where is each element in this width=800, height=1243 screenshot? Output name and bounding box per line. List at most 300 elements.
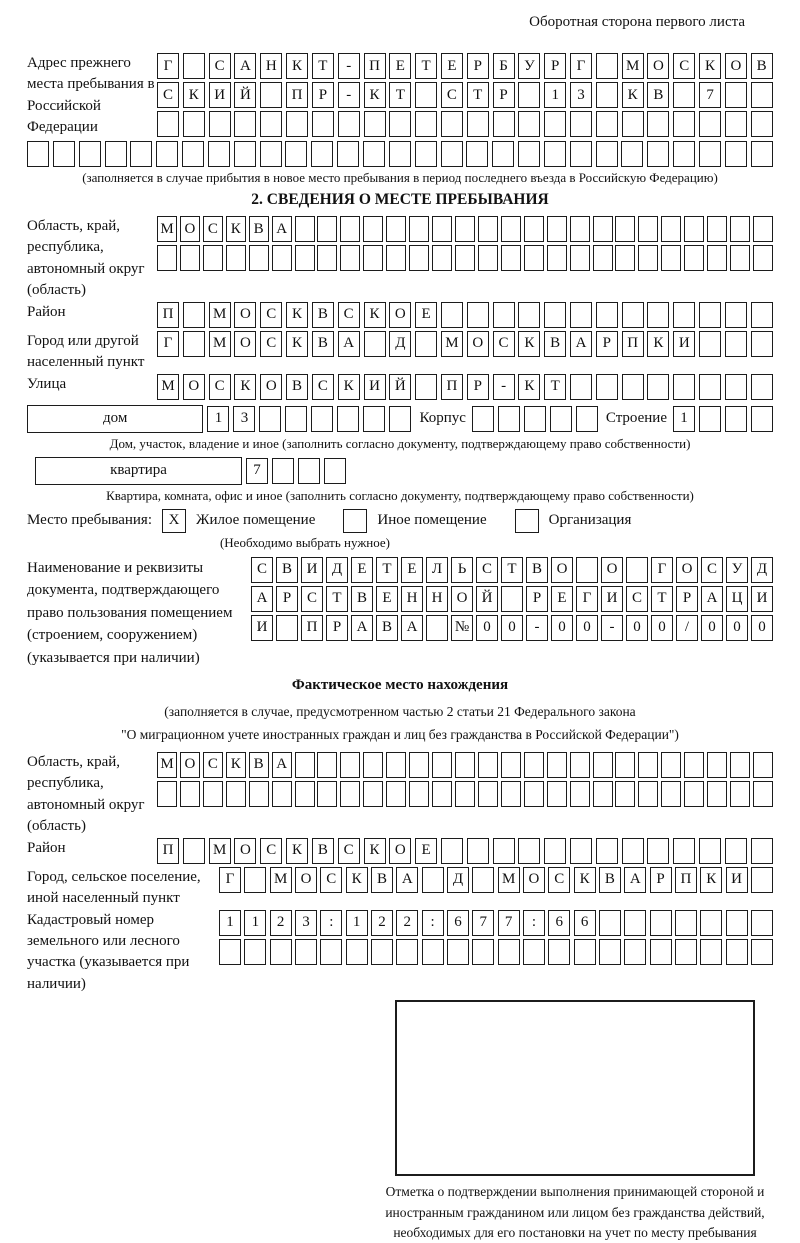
char-cell[interactable]	[501, 752, 521, 778]
char-cell[interactable]: 7	[472, 910, 494, 936]
char-cell[interactable]	[409, 216, 429, 242]
char-cell[interactable]	[576, 406, 598, 432]
char-cell[interactable]	[673, 111, 695, 137]
char-cell[interactable]: С	[301, 586, 323, 612]
char-cell[interactable]: 0	[651, 615, 673, 641]
char-cell[interactable]: И	[601, 586, 623, 612]
char-cell[interactable]: У	[726, 557, 748, 583]
char-cell[interactable]: С	[701, 557, 723, 583]
char-cell[interactable]: В	[312, 838, 334, 864]
char-cell[interactable]: В	[751, 53, 773, 79]
char-cell[interactable]: 1	[207, 406, 229, 432]
char-cell[interactable]	[673, 141, 695, 167]
char-cell[interactable]: Р	[312, 82, 334, 108]
char-cell[interactable]	[441, 111, 463, 137]
char-cell[interactable]	[726, 910, 748, 936]
char-cell[interactable]: Т	[312, 53, 334, 79]
char-cell[interactable]: М	[209, 838, 231, 864]
char-cell[interactable]: С	[476, 557, 498, 583]
char-cell[interactable]	[725, 406, 747, 432]
char-cell[interactable]: П	[301, 615, 323, 641]
char-cell[interactable]: В	[647, 82, 669, 108]
char-cell[interactable]: Т	[376, 557, 398, 583]
char-cell[interactable]	[596, 374, 618, 400]
char-cell[interactable]	[725, 111, 747, 137]
char-cell[interactable]: С	[157, 82, 179, 108]
char-cell[interactable]: 6	[574, 910, 596, 936]
char-cell[interactable]: №	[451, 615, 473, 641]
char-cell[interactable]	[751, 867, 773, 893]
checkbox-organization[interactable]	[515, 509, 539, 533]
char-cell[interactable]: Е	[389, 53, 411, 79]
char-cell[interactable]	[493, 838, 515, 864]
char-cell[interactable]	[389, 406, 411, 432]
char-cell[interactable]	[725, 302, 747, 328]
char-cell[interactable]: 0	[501, 615, 523, 641]
char-cell[interactable]	[455, 752, 475, 778]
char-cell[interactable]: К	[286, 838, 308, 864]
char-cell[interactable]	[524, 781, 544, 807]
char-cell[interactable]: 6	[447, 910, 469, 936]
char-cell[interactable]	[415, 111, 437, 137]
char-cell[interactable]	[340, 216, 360, 242]
char-cell[interactable]	[324, 458, 346, 484]
char-cell[interactable]	[501, 245, 521, 271]
char-cell[interactable]: :	[523, 910, 545, 936]
char-cell[interactable]	[467, 302, 489, 328]
char-cell[interactable]: С	[441, 82, 463, 108]
char-cell[interactable]	[673, 82, 695, 108]
char-cell[interactable]	[547, 781, 567, 807]
char-cell[interactable]: Р	[467, 374, 489, 400]
char-cell[interactable]	[432, 781, 452, 807]
char-cell[interactable]	[415, 374, 437, 400]
char-cell[interactable]: Р	[326, 615, 348, 641]
char-cell[interactable]	[707, 752, 727, 778]
char-cell[interactable]: В	[249, 752, 269, 778]
char-cell[interactable]: Р	[493, 82, 515, 108]
char-cell[interactable]	[447, 939, 469, 965]
char-cell[interactable]	[544, 838, 566, 864]
char-cell[interactable]	[700, 910, 722, 936]
char-cell[interactable]	[647, 374, 669, 400]
char-cell[interactable]	[570, 216, 590, 242]
char-cell[interactable]	[432, 752, 452, 778]
char-cell[interactable]	[518, 82, 540, 108]
char-cell[interactable]	[547, 245, 567, 271]
char-cell[interactable]	[337, 141, 359, 167]
char-cell[interactable]	[244, 867, 266, 893]
char-cell[interactable]: 7	[246, 458, 268, 484]
char-cell[interactable]	[363, 141, 385, 167]
char-cell[interactable]	[684, 752, 704, 778]
char-cell[interactable]: Р	[544, 53, 566, 79]
char-cell[interactable]: О	[180, 216, 200, 242]
char-cell[interactable]: С	[209, 53, 231, 79]
char-cell[interactable]: С	[626, 586, 648, 612]
char-cell[interactable]: И	[751, 586, 773, 612]
char-cell[interactable]	[673, 838, 695, 864]
char-cell[interactable]	[389, 141, 411, 167]
char-cell[interactable]: А	[570, 331, 592, 357]
char-cell[interactable]	[478, 752, 498, 778]
char-cell[interactable]: К	[183, 82, 205, 108]
char-cell[interactable]: С	[320, 867, 342, 893]
char-cell[interactable]	[725, 82, 747, 108]
char-cell[interactable]	[260, 82, 282, 108]
char-cell[interactable]	[699, 374, 721, 400]
char-cell[interactable]: 0	[701, 615, 723, 641]
char-cell[interactable]: 1	[219, 910, 241, 936]
char-cell[interactable]: О	[389, 838, 411, 864]
char-cell[interactable]: А	[351, 615, 373, 641]
char-cell[interactable]: К	[226, 216, 246, 242]
char-cell[interactable]: М	[441, 331, 463, 357]
char-cell[interactable]: /	[676, 615, 698, 641]
char-cell[interactable]	[622, 111, 644, 137]
char-cell[interactable]	[699, 141, 721, 167]
char-cell[interactable]	[751, 111, 773, 137]
char-cell[interactable]: Г	[157, 331, 179, 357]
char-cell[interactable]: 1	[346, 910, 368, 936]
char-cell[interactable]: Д	[389, 331, 411, 357]
char-cell[interactable]	[524, 752, 544, 778]
char-cell[interactable]	[661, 216, 681, 242]
char-cell[interactable]	[295, 752, 315, 778]
char-cell[interactable]: С	[673, 53, 695, 79]
char-cell[interactable]	[467, 111, 489, 137]
char-cell[interactable]	[599, 939, 621, 965]
char-cell[interactable]: А	[272, 752, 292, 778]
char-cell[interactable]	[751, 331, 773, 357]
char-cell[interactable]: У	[518, 53, 540, 79]
char-cell[interactable]: 1	[673, 406, 695, 432]
char-cell[interactable]: И	[726, 867, 748, 893]
char-cell[interactable]	[547, 752, 567, 778]
char-cell[interactable]: П	[675, 867, 697, 893]
char-cell[interactable]	[518, 838, 540, 864]
char-cell[interactable]	[340, 752, 360, 778]
char-cell[interactable]	[596, 82, 618, 108]
char-cell[interactable]	[647, 838, 669, 864]
char-cell[interactable]	[596, 302, 618, 328]
char-cell[interactable]	[466, 141, 488, 167]
char-cell[interactable]: -	[526, 615, 548, 641]
char-cell[interactable]	[626, 557, 648, 583]
char-cell[interactable]: К	[647, 331, 669, 357]
char-cell[interactable]	[725, 141, 747, 167]
char-cell[interactable]: П	[157, 838, 179, 864]
char-cell[interactable]	[244, 939, 266, 965]
char-cell[interactable]	[593, 245, 613, 271]
char-cell[interactable]	[622, 838, 644, 864]
char-cell[interactable]	[286, 111, 308, 137]
char-cell[interactable]: С	[338, 302, 360, 328]
char-cell[interactable]	[544, 141, 566, 167]
char-cell[interactable]	[157, 245, 177, 271]
char-cell[interactable]: П	[622, 331, 644, 357]
char-cell[interactable]: И	[301, 557, 323, 583]
char-cell[interactable]	[226, 781, 246, 807]
char-cell[interactable]	[493, 111, 515, 137]
char-cell[interactable]	[593, 216, 613, 242]
char-cell[interactable]: 0	[626, 615, 648, 641]
char-cell[interactable]: П	[157, 302, 179, 328]
char-cell[interactable]	[524, 245, 544, 271]
char-cell[interactable]	[364, 331, 386, 357]
char-cell[interactable]: К	[286, 53, 308, 79]
char-cell[interactable]: Е	[415, 838, 437, 864]
char-cell[interactable]: Г	[219, 867, 241, 893]
char-cell[interactable]	[295, 216, 315, 242]
char-cell[interactable]	[684, 781, 704, 807]
char-cell[interactable]	[472, 406, 494, 432]
char-cell[interactable]	[570, 374, 592, 400]
char-cell[interactable]	[270, 939, 292, 965]
char-cell[interactable]	[622, 374, 644, 400]
char-cell[interactable]	[661, 781, 681, 807]
char-cell[interactable]	[317, 216, 337, 242]
char-cell[interactable]	[226, 245, 246, 271]
char-cell[interactable]	[180, 245, 200, 271]
char-cell[interactable]: К	[338, 374, 360, 400]
char-cell[interactable]	[311, 141, 333, 167]
char-cell[interactable]	[751, 141, 773, 167]
char-cell[interactable]	[472, 867, 494, 893]
char-cell[interactable]: Р	[676, 586, 698, 612]
char-cell[interactable]	[441, 838, 463, 864]
char-cell[interactable]: Г	[570, 53, 592, 79]
char-cell[interactable]	[208, 141, 230, 167]
char-cell[interactable]	[478, 216, 498, 242]
char-cell[interactable]: 6	[548, 910, 570, 936]
char-cell[interactable]	[570, 302, 592, 328]
char-cell[interactable]	[409, 245, 429, 271]
char-cell[interactable]	[753, 752, 773, 778]
char-cell[interactable]	[599, 910, 621, 936]
char-cell[interactable]	[751, 939, 773, 965]
char-cell[interactable]	[203, 781, 223, 807]
char-cell[interactable]: И	[251, 615, 273, 641]
char-cell[interactable]	[386, 781, 406, 807]
char-cell[interactable]	[751, 406, 773, 432]
char-cell[interactable]	[260, 141, 282, 167]
char-cell[interactable]: 0	[726, 615, 748, 641]
char-cell[interactable]	[638, 245, 658, 271]
char-cell[interactable]: Р	[526, 586, 548, 612]
char-cell[interactable]: М	[209, 302, 231, 328]
char-cell[interactable]	[615, 245, 635, 271]
char-cell[interactable]: В	[276, 557, 298, 583]
char-cell[interactable]	[409, 752, 429, 778]
char-cell[interactable]: К	[286, 331, 308, 357]
char-cell[interactable]: 0	[551, 615, 573, 641]
char-cell[interactable]	[615, 216, 635, 242]
char-cell[interactable]: М	[209, 331, 231, 357]
checkbox-other-premises[interactable]	[343, 509, 367, 533]
char-cell[interactable]: С	[338, 838, 360, 864]
char-cell[interactable]: 1	[544, 82, 566, 108]
char-cell[interactable]	[338, 111, 360, 137]
char-cell[interactable]: Ь	[451, 557, 473, 583]
char-cell[interactable]: А	[624, 867, 646, 893]
char-cell[interactable]	[647, 141, 669, 167]
char-cell[interactable]: Д	[326, 557, 348, 583]
char-cell[interactable]: Б	[493, 53, 515, 79]
char-cell[interactable]: -	[601, 615, 623, 641]
char-cell[interactable]	[371, 939, 393, 965]
char-cell[interactable]: :	[422, 910, 444, 936]
char-cell[interactable]	[501, 586, 523, 612]
char-cell[interactable]	[249, 245, 269, 271]
char-cell[interactable]	[624, 910, 646, 936]
char-cell[interactable]	[498, 406, 520, 432]
char-cell[interactable]: В	[526, 557, 548, 583]
char-cell[interactable]	[593, 781, 613, 807]
char-cell[interactable]	[574, 939, 596, 965]
char-cell[interactable]: 2	[371, 910, 393, 936]
char-cell[interactable]: О	[183, 374, 205, 400]
char-cell[interactable]	[337, 406, 359, 432]
char-cell[interactable]: Е	[351, 557, 373, 583]
char-cell[interactable]: Й	[234, 82, 256, 108]
char-cell[interactable]: М	[157, 374, 179, 400]
char-cell[interactable]	[259, 406, 281, 432]
char-cell[interactable]	[518, 141, 540, 167]
char-cell[interactable]	[183, 331, 205, 357]
char-cell[interactable]	[638, 752, 658, 778]
char-cell[interactable]: М	[622, 53, 644, 79]
char-cell[interactable]	[570, 245, 590, 271]
char-cell[interactable]: О	[234, 838, 256, 864]
char-cell[interactable]	[751, 910, 773, 936]
char-cell[interactable]	[596, 838, 618, 864]
char-cell[interactable]	[726, 939, 748, 965]
char-cell[interactable]: 3	[570, 82, 592, 108]
char-cell[interactable]: К	[234, 374, 256, 400]
char-cell[interactable]: В	[351, 586, 373, 612]
char-cell[interactable]	[730, 216, 750, 242]
char-cell[interactable]	[650, 939, 672, 965]
char-cell[interactable]: О	[234, 302, 256, 328]
char-cell[interactable]: Н	[401, 586, 423, 612]
char-cell[interactable]	[753, 245, 773, 271]
char-cell[interactable]	[753, 781, 773, 807]
char-cell[interactable]	[493, 302, 515, 328]
char-cell[interactable]	[699, 406, 721, 432]
char-cell[interactable]	[570, 752, 590, 778]
char-cell[interactable]	[183, 838, 205, 864]
char-cell[interactable]: Т	[389, 82, 411, 108]
char-cell[interactable]	[386, 245, 406, 271]
checkbox-residential[interactable]: X	[162, 509, 186, 533]
char-cell[interactable]	[707, 781, 727, 807]
char-cell[interactable]	[501, 216, 521, 242]
char-cell[interactable]	[596, 111, 618, 137]
char-cell[interactable]	[661, 245, 681, 271]
char-cell[interactable]	[363, 406, 385, 432]
char-cell[interactable]	[624, 939, 646, 965]
char-cell[interactable]: С	[260, 331, 282, 357]
char-cell[interactable]: Д	[447, 867, 469, 893]
char-cell[interactable]: Р	[467, 53, 489, 79]
char-cell[interactable]: П	[286, 82, 308, 108]
char-cell[interactable]: Т	[326, 586, 348, 612]
char-cell[interactable]	[346, 939, 368, 965]
char-cell[interactable]	[295, 245, 315, 271]
char-cell[interactable]	[725, 374, 747, 400]
char-cell[interactable]	[699, 302, 721, 328]
char-cell[interactable]	[615, 781, 635, 807]
char-cell[interactable]	[364, 111, 386, 137]
char-cell[interactable]: Т	[651, 586, 673, 612]
char-cell[interactable]	[285, 141, 307, 167]
char-cell[interactable]: Н	[260, 53, 282, 79]
char-cell[interactable]: 0	[751, 615, 773, 641]
char-cell[interactable]	[498, 939, 520, 965]
char-cell[interactable]	[260, 111, 282, 137]
char-cell[interactable]	[79, 141, 101, 167]
char-cell[interactable]	[209, 111, 231, 137]
char-cell[interactable]: О	[601, 557, 623, 583]
char-cell[interactable]	[409, 781, 429, 807]
char-cell[interactable]	[684, 245, 704, 271]
char-cell[interactable]: К	[518, 374, 540, 400]
char-cell[interactable]	[415, 141, 437, 167]
char-cell[interactable]: Л	[426, 557, 448, 583]
char-cell[interactable]	[389, 111, 411, 137]
char-cell[interactable]	[234, 111, 256, 137]
char-cell[interactable]	[615, 752, 635, 778]
char-cell[interactable]: Г	[157, 53, 179, 79]
char-cell[interactable]: С	[548, 867, 570, 893]
char-cell[interactable]	[684, 216, 704, 242]
char-cell[interactable]: Е	[415, 302, 437, 328]
char-cell[interactable]: О	[725, 53, 747, 79]
char-cell[interactable]	[699, 838, 721, 864]
char-cell[interactable]: 0	[576, 615, 598, 641]
char-cell[interactable]: К	[346, 867, 368, 893]
char-cell[interactable]: К	[286, 302, 308, 328]
char-cell[interactable]	[550, 406, 572, 432]
char-cell[interactable]	[363, 245, 383, 271]
char-cell[interactable]	[725, 838, 747, 864]
char-cell[interactable]: О	[234, 331, 256, 357]
char-cell[interactable]: :	[320, 910, 342, 936]
char-cell[interactable]	[432, 245, 452, 271]
char-cell[interactable]: Г	[651, 557, 673, 583]
char-cell[interactable]	[53, 141, 75, 167]
char-cell[interactable]	[285, 406, 307, 432]
char-cell[interactable]: Е	[551, 586, 573, 612]
char-cell[interactable]: В	[599, 867, 621, 893]
char-cell[interactable]	[647, 111, 669, 137]
char-cell[interactable]: В	[249, 216, 269, 242]
char-cell[interactable]	[472, 939, 494, 965]
char-cell[interactable]: О	[451, 586, 473, 612]
char-cell[interactable]	[544, 111, 566, 137]
char-cell[interactable]	[492, 141, 514, 167]
char-cell[interactable]: Н	[426, 586, 448, 612]
char-cell[interactable]: О	[676, 557, 698, 583]
char-cell[interactable]	[596, 141, 618, 167]
char-cell[interactable]	[638, 781, 658, 807]
char-cell[interactable]	[157, 781, 177, 807]
char-cell[interactable]	[622, 302, 644, 328]
char-cell[interactable]: Р	[276, 586, 298, 612]
char-cell[interactable]	[675, 910, 697, 936]
char-cell[interactable]	[183, 302, 205, 328]
